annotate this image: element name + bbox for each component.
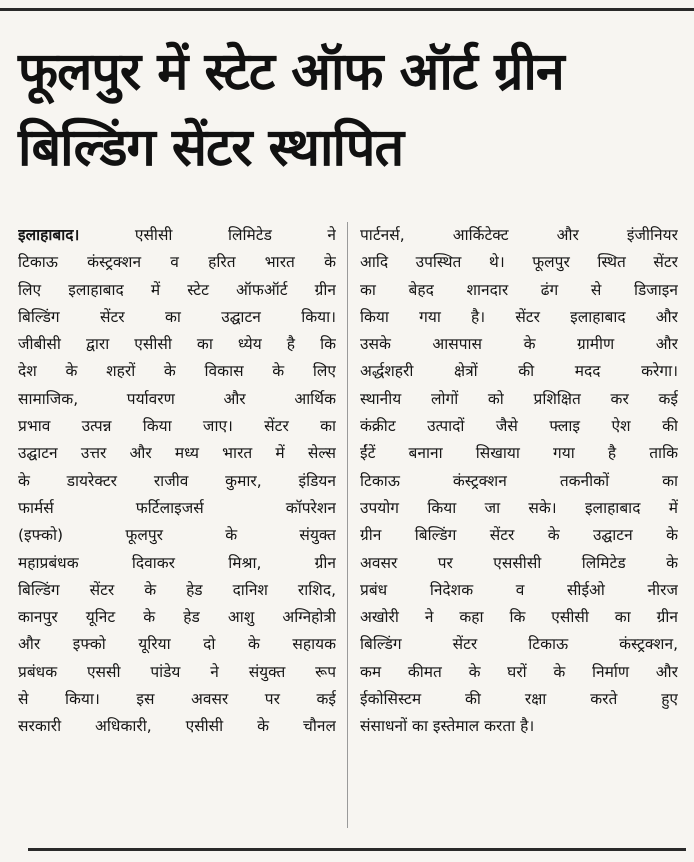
body-line: और इफ्को यूरिया दो के सहायक	[18, 635, 336, 654]
body-line: फार्मर्स फर्टिलाइजर्स कॉपरेशन	[18, 498, 336, 517]
body-line: अवसर पर एससीसी लिमिटेड के	[360, 553, 678, 572]
bottom-rule	[28, 848, 686, 851]
body-line: उद्घाटन उत्तर और मध्य भारत में सेल्स	[18, 444, 336, 463]
body-line: प्रभाव उत्पन्न किया जाए। सेंटर का	[18, 417, 336, 436]
body-line: (इफ्को) फूलपुर के संयुक्त	[18, 526, 336, 545]
body-line: किया गया है। सेंटर इलाहाबाद और	[360, 307, 678, 326]
body-line: कंक्रीट उत्पादों जैसे फ्लाइ ऐश की	[360, 417, 678, 436]
body-line: स्थानीय लोगों को प्रशिक्षित कर कई	[360, 389, 678, 408]
body-line: संसाधनों का इस्तेमाल करता है।	[360, 717, 535, 736]
dateline: इलाहाबाद।	[18, 226, 80, 244]
body-line: अखोरी ने कहा कि एसीसी का ग्रीन	[360, 608, 678, 627]
body-line: बिल्डिंग सेंटर के हेड दानिश राशिद,	[18, 580, 336, 599]
body-line: ईकोसिस्टम की रक्षा करते हुए	[360, 690, 678, 709]
headline-line-1: फूलपुर में स्टेट ऑफ ऑर्ट ग्रीन	[18, 42, 564, 102]
body-line: बिल्डिंग सेंटर टिकाऊ कंस्ट्रक्शन,	[360, 635, 678, 654]
article-left-column	[18, 222, 336, 741]
body-line: प्रबंध निदेशक व सीईओ नीरज	[360, 580, 678, 599]
headline-line-2: बिल्डिंग सेंटर स्थापित	[18, 118, 404, 178]
body-line: आदि उपस्थित थे। फूलपुर स्थित सेंटर	[360, 253, 678, 272]
body-line	[18, 222, 336, 249]
body-line: बिल्डिंग सेंटर का उद्घाटन किया।	[18, 307, 336, 326]
body-line: के डायरेक्टर राजीव कुमार, इंडियन	[18, 471, 336, 490]
body-line: लिए इलाहाबाद में स्टेट ऑफऑर्ट ग्रीन	[18, 280, 336, 299]
body-line: का बेहद शानदार ढंग से डिजाइन	[360, 280, 678, 299]
body-line-text: एसीसी लिमिटेड ने	[79, 226, 336, 244]
body-line: कानपुर यूनिट के हेड आशु अग्निहोत्री	[18, 608, 336, 627]
body-line: पार्टनर्स, आर्किटेक्ट और इंजीनियर	[360, 226, 678, 244]
body-line: देश के शहरों के विकास के लिए	[18, 362, 336, 381]
column-divider	[347, 222, 348, 828]
body-line: सरकारी अधिकारी, एसीसी के चौनल	[18, 717, 336, 736]
body-line: ईंटें बनाना सिखाया गया है ताकि	[360, 444, 678, 463]
body-line: उपयोग किया जा सके। इलाहाबाद में	[360, 498, 678, 517]
body-line: से किया। इस अवसर पर कई	[18, 690, 336, 709]
body-line: टिकाऊ कंस्ट्रक्शन व हरित भारत के	[18, 253, 336, 272]
body-line: सामाजिक, पर्यावरण और आर्थिक	[18, 389, 336, 408]
body-line: ग्रीन बिल्डिंग सेंटर के उद्घाटन के	[360, 526, 678, 545]
body-line: महाप्रबंधक दिवाकर मिश्रा, ग्रीन	[18, 553, 336, 572]
body-line: अर्द्धशहरी क्षेत्रों की मदद करेगा।	[360, 362, 678, 381]
body-line: जीबीसी द्वारा एसीसी का ध्येय है कि	[18, 335, 336, 354]
headline	[18, 34, 686, 186]
body-line: टिकाऊ कंस्ट्रक्शन तकनीकों का	[360, 471, 678, 490]
body-line: प्रबंधक एससी पांडेय ने संयुक्त रूप	[18, 662, 336, 681]
body-line: उसके आसपास के ग्रामीण और	[360, 335, 678, 354]
body-line: कम कीमत के घरों के निर्माण और	[360, 662, 678, 681]
article-right-column	[360, 222, 678, 741]
top-rule	[0, 8, 694, 11]
